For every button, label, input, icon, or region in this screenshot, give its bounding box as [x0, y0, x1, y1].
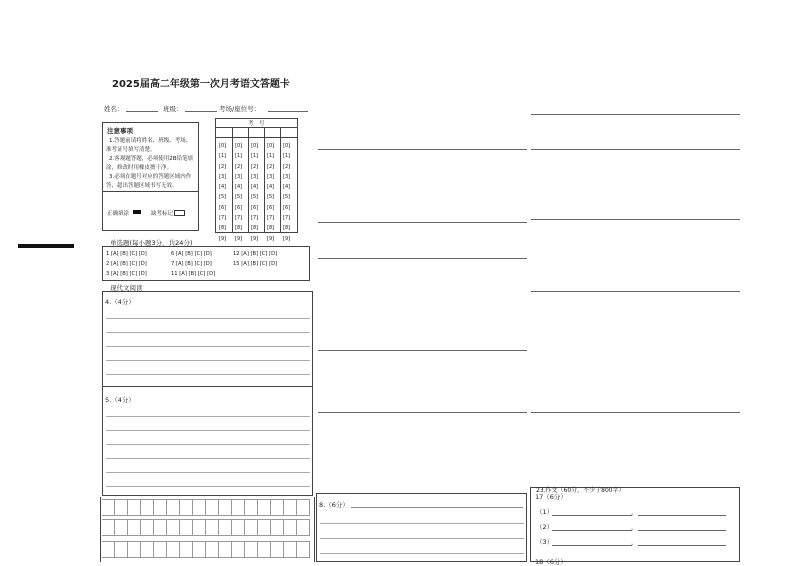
room-label: 考场/座位号： — [219, 105, 261, 113]
answer-line[interactable] — [531, 219, 740, 220]
missing-mark-checkbox[interactable] — [174, 210, 185, 216]
exam-digit-column[interactable]: [0] [1] [2] [3] [4] [5] [6] [7] [8] [9] — [283, 143, 291, 242]
answer-line[interactable] — [318, 412, 527, 413]
choice-item[interactable]: 1 [A] [B] [C] [D] — [106, 251, 147, 257]
q4-label: 4.（4分） — [105, 298, 135, 306]
exam-digit-column[interactable]: [0] [1] [2] [3] [4] [5] [6] [7] [8] [9] — [235, 143, 243, 242]
class-label: 班级： — [163, 105, 183, 113]
notes-line: 3.必须在题号对应的答题区域内作 — [109, 174, 192, 180]
single-choice-heading: 单选题(每小题3分，共24分) — [110, 239, 193, 247]
q5-label: 5.（4分） — [105, 396, 135, 404]
notes-line: 涂，修改时用橡皮擦干净。 — [106, 165, 173, 171]
answer-line[interactable] — [531, 114, 740, 115]
name-label: 姓名： — [104, 105, 124, 113]
exam-digit-column[interactable]: [0] [1] [2] [3] [4] [5] [6] [7] [8] [9] — [219, 143, 227, 242]
notes-line: 答，超出答题区域书写无效。 — [106, 183, 178, 189]
correct-fill-sample — [133, 210, 141, 214]
exam-digit-column[interactable]: [0] [1] [2] [3] [4] [5] [6] [7] [8] [9] — [251, 143, 259, 242]
essay-label: 23.作文（60分，不少于800字） — [536, 487, 625, 494]
q17-label: 17（6分） — [535, 493, 567, 501]
page-title: 2025届高二年级第一次月考语文答题卡 — [112, 79, 290, 90]
q18-label: 18（6分） — [535, 558, 567, 566]
q17-item-label: （3） — [536, 538, 554, 546]
exam-number-grid — [215, 118, 298, 242]
q17-item-label: （1） — [536, 508, 554, 516]
choice-item[interactable]: 2 [A] [B] [C] [D] — [106, 261, 147, 267]
exam-digit-column[interactable]: [0] [1] [2] [3] [4] [5] [6] [7] [8] [9] — [267, 143, 275, 242]
answer-line[interactable] — [531, 291, 740, 292]
room-field[interactable] — [268, 111, 308, 112]
alignment-marker — [18, 244, 74, 248]
correct-fill-label: 正确填涂 — [107, 211, 130, 217]
choice-item[interactable]: 12 [A] [B] [C] [D] — [233, 251, 278, 257]
missing-mark-label: 缺考标记 — [151, 211, 174, 217]
notes-divider — [103, 191, 198, 192]
notes-line: 1.答题前请将姓名、班级、考场、 — [109, 138, 192, 144]
q8-label: 8.（6分） — [319, 501, 349, 509]
q8-answer-box — [316, 493, 527, 562]
choice-item[interactable]: 11 [A] [B] [C] [D] — [171, 271, 216, 277]
answer-line[interactable] — [531, 149, 740, 150]
notes-line: 准考证号填写清楚。 — [106, 147, 156, 153]
choice-item[interactable]: 15 [A] [B] [C] [D] — [233, 261, 278, 267]
notes-heading: 注意事项 — [107, 127, 133, 135]
answer-line[interactable] — [318, 350, 527, 351]
writing-grid[interactable] — [100, 497, 315, 562]
q17-item-label: （2） — [536, 523, 554, 531]
notes-box — [102, 122, 199, 231]
notes-line: 2.客观题答题，必须使用2B铅笔填 — [109, 156, 194, 162]
answer-line[interactable] — [531, 412, 740, 413]
exam-number-header: 考 号 — [248, 121, 265, 127]
choice-item[interactable]: 3 [A] [B] [C] [D] — [106, 271, 147, 277]
reading-heading: 现代文阅读 — [110, 284, 143, 292]
answer-line[interactable] — [318, 222, 527, 223]
single-choice-box — [102, 246, 310, 281]
reading-answer-box — [102, 291, 313, 496]
name-field[interactable] — [126, 111, 158, 112]
choice-item[interactable]: 6 [A] [B] [C] [D] — [171, 251, 212, 257]
q17-answer-box: 23.作文（60分，不少于800字） 17（6分） （1） ， （2） ， （3） ， 18（6分） — [530, 487, 740, 562]
answer-line[interactable] — [318, 149, 527, 150]
answer-line[interactable] — [318, 258, 527, 259]
class-field[interactable] — [185, 111, 217, 112]
choice-item[interactable]: 7 [A] [B] [C] [D] — [171, 261, 212, 267]
